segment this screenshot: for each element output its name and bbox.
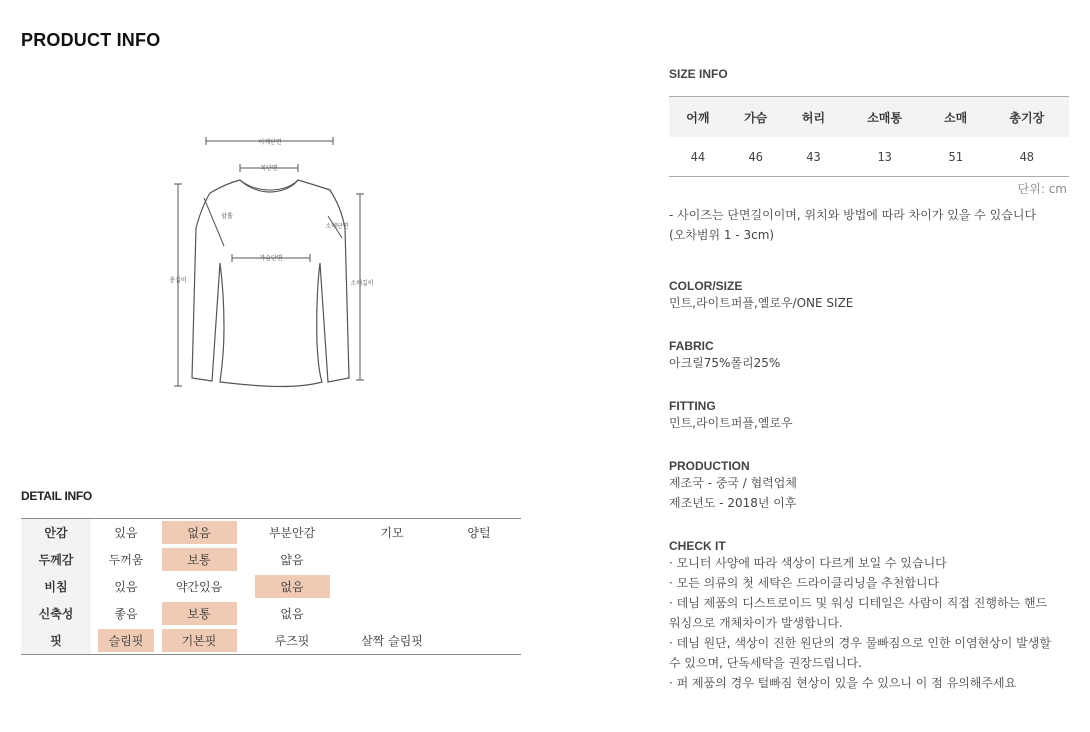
size-value-cell: 48 bbox=[1019, 149, 1035, 164]
detail-option: 부분안감 bbox=[268, 526, 316, 540]
detail-option-selected: 없음 bbox=[255, 575, 330, 598]
production-line: 제조년도 - 2018년 이후 bbox=[669, 496, 797, 510]
size-table-row bbox=[669, 137, 1069, 177]
check-it-line: · 데님 제품의 디스트로이드 및 워싱 디테일은 사람이 직접 진행하는 핸드 bbox=[669, 596, 1048, 610]
fitting-value: 민트,라이트퍼플,옐로우 bbox=[669, 416, 793, 430]
size-value-cell: 43 bbox=[806, 149, 821, 164]
size-header-cell: 총기장 bbox=[985, 97, 1069, 138]
armhole-label: 암홀 bbox=[221, 213, 233, 220]
color-size-section bbox=[669, 279, 1069, 313]
detail-option: 있음 bbox=[114, 580, 138, 594]
color-size-title: COLOR/SIZE bbox=[669, 279, 743, 293]
production-title: PRODUCTION bbox=[669, 459, 750, 473]
size-value-cell: 51 bbox=[948, 149, 963, 164]
detail-option: 좋음 bbox=[114, 607, 138, 621]
size-header-cell: 가슴 bbox=[727, 97, 785, 138]
detail-option: 양털 bbox=[467, 526, 491, 540]
check-it-title: CHECK IT bbox=[669, 539, 726, 553]
detail-row-thickness bbox=[21, 546, 521, 573]
check-it-line: 워싱으로 개체차이가 발생합니다. bbox=[669, 616, 843, 630]
detail-row-fit bbox=[21, 627, 521, 655]
detail-option: 약간있음 bbox=[175, 580, 223, 594]
detail-row-stretch bbox=[21, 600, 521, 627]
production-section bbox=[669, 459, 1069, 513]
size-header-cell: 소매통 bbox=[842, 97, 926, 138]
color-size-value: 민트,라이트퍼플,옐로우/ONE SIZE bbox=[669, 296, 854, 310]
detail-option: 루즈핏 bbox=[274, 634, 310, 648]
fitting-title: FITTING bbox=[669, 399, 716, 413]
shoulder-label: 어깨단면 bbox=[258, 139, 282, 146]
total-length-label: 총길이 bbox=[169, 277, 187, 284]
detail-row-label: 두께감 bbox=[21, 546, 91, 573]
detail-row-label: 핏 bbox=[21, 627, 91, 655]
detail-option: 없음 bbox=[280, 607, 304, 621]
size-info-title: SIZE INFO bbox=[669, 67, 728, 81]
check-it-line: · 데님 원단, 색상이 진한 원단의 경우 물빠짐으로 인한 이염현상이 발생할 bbox=[669, 636, 1051, 650]
detail-option-selected: 없음 bbox=[162, 521, 237, 544]
sleeve-width-label: 소매단면 bbox=[325, 223, 349, 230]
sleeve-length-label: 소매길이 bbox=[350, 280, 374, 287]
product-info-title: PRODUCT INFO bbox=[21, 30, 161, 50]
detail-row-label: 신축성 bbox=[21, 600, 91, 627]
size-note-line: - 사이즈는 단면길이이며, 위치와 방법에 따라 차이가 있을 수 있습니다 bbox=[669, 208, 1037, 222]
check-it-line: 수 있으며, 단독세탁을 권장드립니다. bbox=[669, 656, 862, 670]
detail-option: 두꺼움 bbox=[108, 553, 144, 567]
detail-row-sheerness bbox=[21, 573, 521, 600]
size-value-cell: 13 bbox=[877, 149, 892, 164]
size-header-cell: 어깨 bbox=[669, 97, 727, 138]
detail-info-title: DETAIL INFO bbox=[21, 489, 92, 503]
size-table-header bbox=[669, 97, 1069, 138]
detail-row-label: 비침 bbox=[21, 573, 91, 600]
garment-size-diagram bbox=[160, 128, 390, 398]
fitting-section bbox=[669, 399, 1069, 433]
size-note-line: (오차범위 1 - 3cm) bbox=[669, 228, 775, 242]
production-line: 제조국 - 중국 / 협력업체 bbox=[669, 476, 797, 490]
size-value-cell: 46 bbox=[748, 149, 763, 164]
size-note bbox=[669, 205, 1069, 245]
detail-info-table bbox=[21, 518, 521, 655]
size-table bbox=[669, 96, 1069, 177]
detail-option-selected: 보통 bbox=[162, 548, 237, 571]
size-header-cell: 허리 bbox=[785, 97, 843, 138]
detail-option-selected: 보통 bbox=[162, 602, 237, 625]
size-unit: 단위: cm bbox=[1017, 182, 1067, 196]
check-it-line: · 퍼 제품의 경우 털빠짐 현상이 있을 수 있으니 이 점 유의해주세요 bbox=[669, 676, 1017, 690]
check-it-line: · 모든 의류의 첫 세탁은 드라이클리닝을 추천합니다 bbox=[669, 576, 940, 590]
detail-option: 살짝 슬림핏 bbox=[361, 634, 423, 648]
chest-label: 가슴단면 bbox=[259, 255, 283, 262]
detail-option-selected: 기본핏 bbox=[162, 629, 237, 652]
check-it-line: · 모니터 사양에 따라 색상이 다르게 보일 수 있습니다 bbox=[669, 556, 947, 570]
detail-row-label: 안감 bbox=[21, 519, 91, 547]
size-value-cell: 44 bbox=[690, 149, 706, 164]
detail-option: 얇음 bbox=[280, 553, 304, 567]
neck-label: 목단면 bbox=[260, 165, 278, 172]
detail-option: 있음 bbox=[114, 526, 138, 540]
size-header-cell: 소매 bbox=[927, 97, 985, 138]
detail-row-lining bbox=[21, 519, 521, 547]
fabric-value: 아크릴75%폴리25% bbox=[669, 356, 781, 370]
fabric-title: FABRIC bbox=[669, 339, 714, 353]
check-it-section bbox=[669, 539, 1069, 693]
detail-option-selected: 슬림핏 bbox=[98, 629, 154, 652]
fabric-section bbox=[669, 339, 1069, 373]
detail-option: 기모 bbox=[380, 526, 404, 540]
